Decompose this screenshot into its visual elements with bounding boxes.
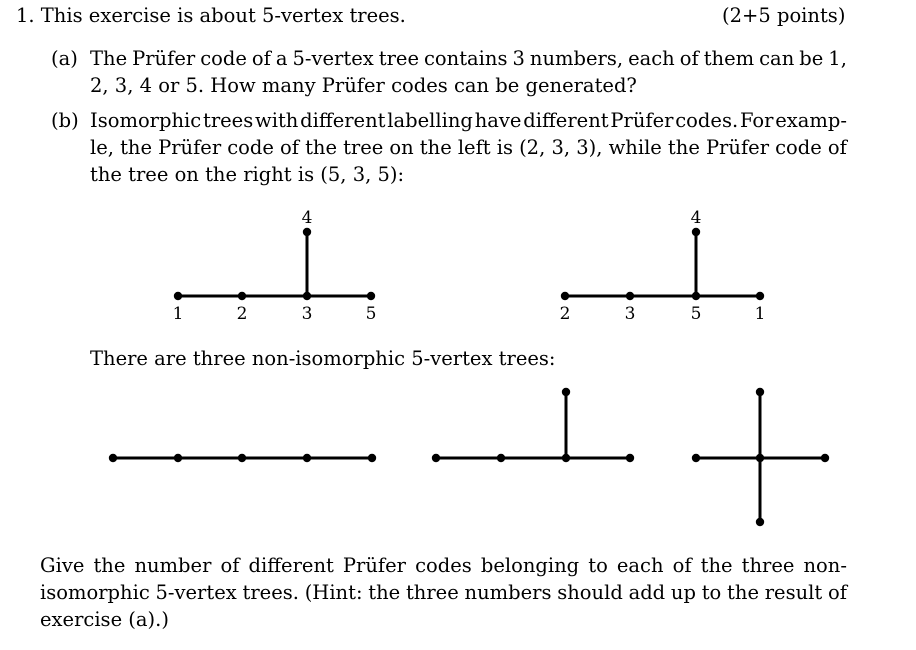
tree-vertex (303, 228, 311, 236)
tree-vertex (368, 454, 376, 462)
path-tree (109, 454, 376, 462)
vertex-label: 5 (365, 304, 377, 324)
tree-vertex (174, 454, 182, 462)
tree-vertex (562, 388, 570, 396)
tree-vertex (756, 454, 764, 462)
tree-vertex (821, 454, 829, 462)
vertex-label: 2 (236, 304, 248, 324)
tree-vertex (626, 292, 634, 300)
conclusion-line-1: Give the number of different Prüfer codes belonging to each of the three non- (40, 554, 847, 577)
exercise-points: (2+5 points) (722, 4, 846, 27)
vertex-label: 3 (301, 304, 313, 324)
vertex-label: 2 (559, 304, 571, 324)
conclusion-line-3: exercise (a).) (40, 608, 169, 631)
three-trees-text: There are three non-isomorphic 5-vertex trees: (90, 347, 556, 370)
tree-vertex (626, 454, 634, 462)
vertex-label: 4 (301, 208, 313, 228)
tree-vertex (561, 292, 569, 300)
tree-vertex (756, 292, 764, 300)
part-a-line-2: 2, 3, 4 or 5. How many Prüfer codes can be generated? (90, 74, 637, 97)
vertex-label: 4 (690, 208, 702, 228)
tree-vertex (238, 454, 246, 462)
part-b-line-2: le, the Prüfer code of the tree on the left is (2, 3, 3), while the Prüfer code of (90, 136, 847, 159)
tree-vertex (238, 292, 246, 300)
tree-vertex (497, 454, 505, 462)
vertex-label: 5 (690, 304, 702, 324)
tree-vertex (756, 388, 764, 396)
labelled-tree-left (173, 208, 377, 324)
tree-vertex (756, 518, 764, 526)
labelled-tree-right (560, 208, 766, 324)
tree-vertex (367, 292, 375, 300)
part-a-marker: (a) (51, 47, 78, 70)
tree-vertex (174, 292, 182, 300)
tree-vertex (109, 454, 117, 462)
star-tree (692, 388, 829, 526)
part-a-line-1: The Prüfer code of a 5-vertex tree contains 3 numbers, each of them can be 1, (90, 47, 847, 70)
part-b-marker: (b) (51, 109, 79, 132)
exercise-heading: 1. This exercise is about 5-vertex trees. (16, 4, 406, 27)
vertex-label: 3 (624, 304, 636, 324)
tree-vertex (432, 454, 440, 462)
tree-vertex (692, 292, 700, 300)
conclusion-line-2: isomorphic 5-vertex trees. (Hint: the three numbers should add up to the result of (40, 581, 847, 604)
tree-vertex (303, 454, 311, 462)
fork-tree (432, 388, 634, 462)
tree-vertex (692, 454, 700, 462)
tree-vertex (562, 454, 570, 462)
part-b-line-3: the tree on the right is (5, 3, 5): (90, 163, 405, 186)
tree-vertex (303, 292, 311, 300)
tree-vertex (692, 228, 700, 236)
part-b-line-1: Isomorphic trees with different labelling have different Prüfer codes. For examp- (90, 109, 847, 132)
vertex-label: 1 (172, 304, 184, 324)
vertex-label: 1 (754, 304, 766, 324)
